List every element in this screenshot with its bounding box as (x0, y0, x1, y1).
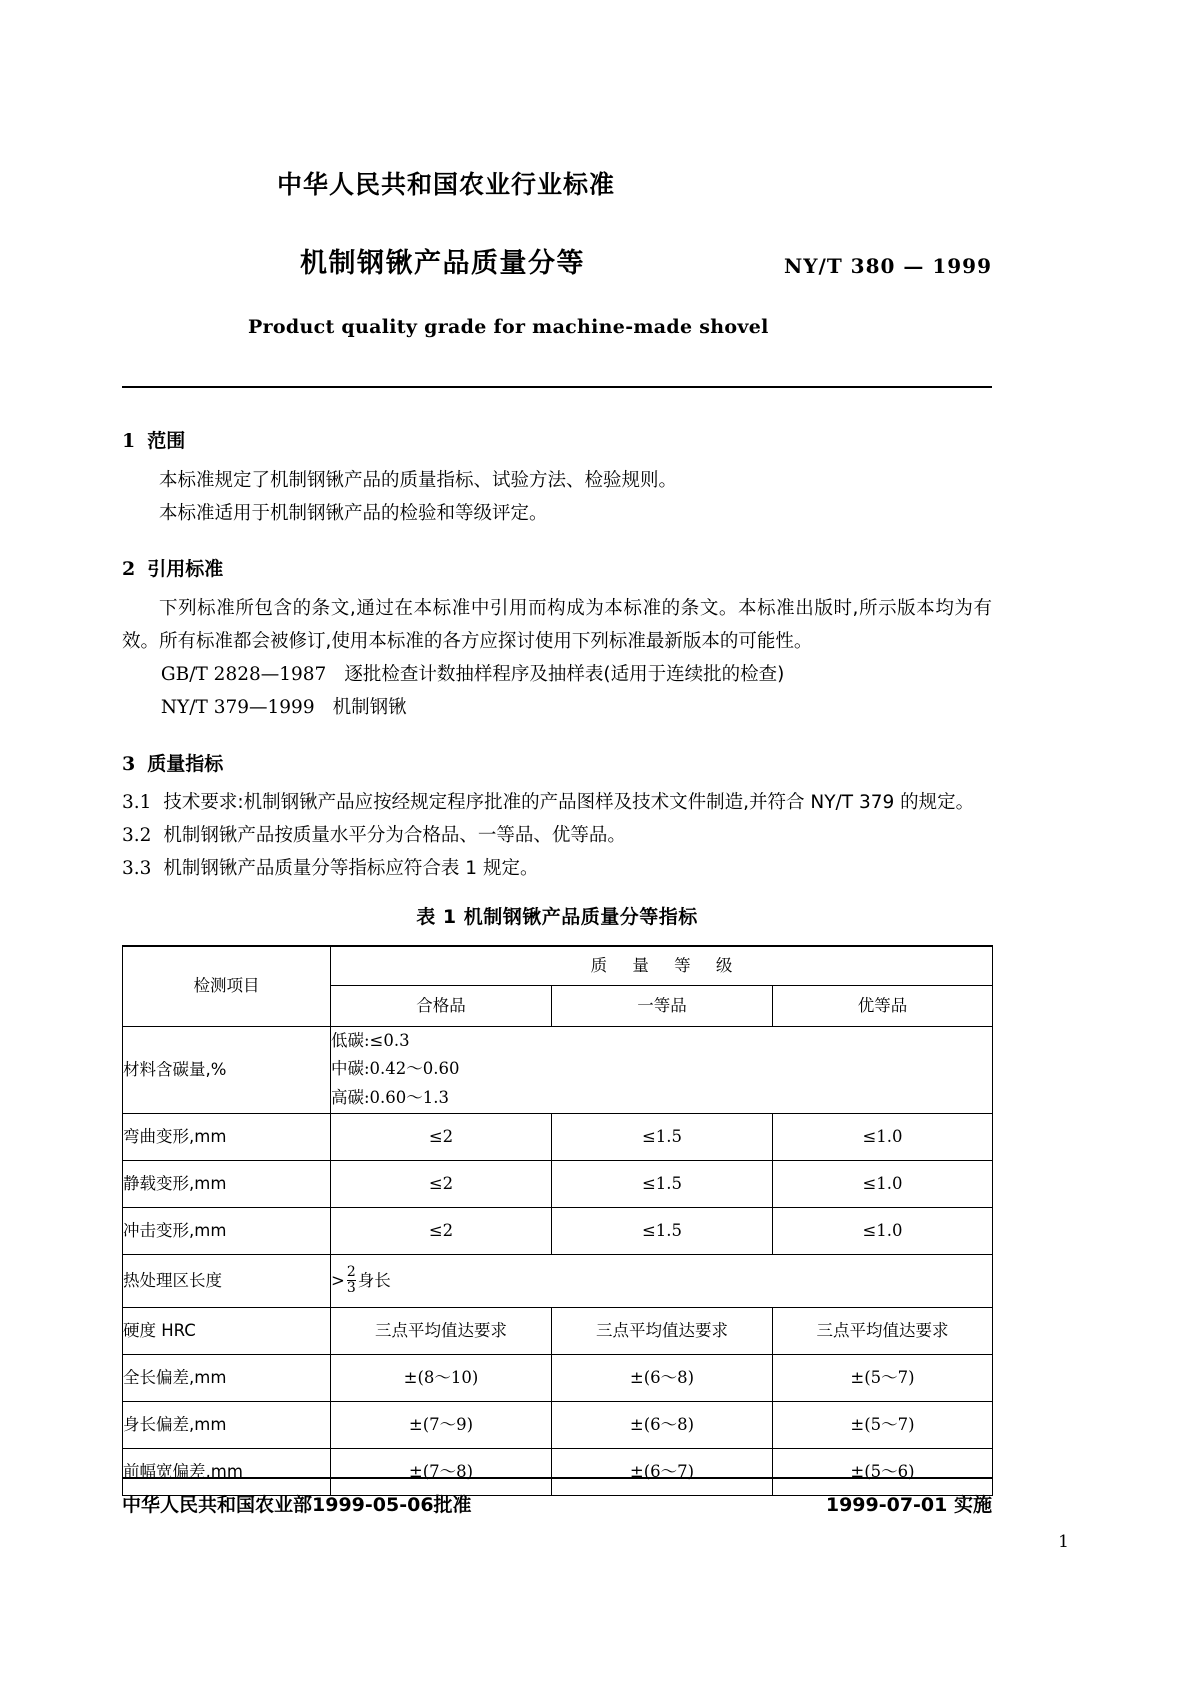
table-row (123, 1308, 993, 1355)
section-heading-2 (122, 552, 992, 587)
row-1-value-first: ≤1.5 (552, 1114, 773, 1161)
clause-3-3-text: 机制钢锹产品质量分等指标应符合表 1 规定。 (163, 858, 539, 880)
table-row (123, 1255, 993, 1308)
row-5-value-superior: 三点平均值达要求 (773, 1308, 993, 1355)
section-3-number: 3 (122, 752, 136, 775)
row-value-heat-treatment-zone-length (331, 1255, 993, 1308)
section-1-number: 1 (122, 430, 136, 452)
header-grade-superior: 优等品 (773, 985, 993, 1026)
reference-standard-1 (161, 692, 992, 725)
section-1-paragraph-1: 本标准规定了机制钢锹产品的质量指标、试验方法、检验规则。 (159, 469, 678, 491)
document-title-en: Product quality grade for machine-made shovel (248, 316, 769, 338)
clause-3-3-number: 3.3 (122, 858, 152, 880)
row-5-value-qualified: 三点平均值达要求 (331, 1308, 552, 1355)
carbon-low: 低碳:≤0.3 (331, 1030, 410, 1050)
table-row (123, 1355, 993, 1402)
fraction-denominator: 3 (346, 1279, 356, 1296)
page-content (122, 0, 992, 1496)
row-label-impact-deformation: 冲击变形,mm (123, 1208, 331, 1255)
header-inspection-item: 检测项目 (123, 946, 331, 1027)
table-row (123, 1114, 993, 1161)
row-6-value-qualified: ±(8～10) (331, 1355, 552, 1402)
header-grade-qualified: 合格品 (331, 985, 552, 1026)
masthead (122, 0, 992, 388)
row-value-carbon-content (331, 1026, 993, 1114)
clause-3-2-text: 机制钢锹产品按质量水平分为合格品、一等品、优等品。 (163, 825, 626, 847)
row-label-front-width-tolerance: 前幅宽偏差,mm (123, 1449, 331, 1496)
section-heading-3 (122, 747, 992, 782)
fraction-two-thirds (347, 1265, 356, 1295)
table-body (123, 1026, 993, 1496)
row-8-value-superior: ±(5～6) (773, 1449, 993, 1496)
row-3-value-qualified: ≤2 (331, 1208, 552, 1255)
row-7-value-first: ±(6～8) (552, 1402, 773, 1449)
header-divider (122, 386, 992, 388)
table-row (123, 1161, 993, 1208)
section-2-number: 2 (122, 558, 136, 581)
row-8-value-qualified: ±(7～8) (331, 1449, 552, 1496)
title-row (122, 241, 992, 280)
row-3-value-first: ≤1.5 (552, 1208, 773, 1255)
row-label-static-load-deformation: 静载变形,mm (123, 1161, 331, 1208)
issuing-organization: 中华人民共和国农业行业标准 (277, 170, 616, 199)
section-heading-1 (122, 424, 992, 459)
section-2-title: 引用标准 (147, 558, 224, 581)
reference-title-0: 逐批检查计数抽样程序及抽样表(适用于连续批的检查) (344, 663, 785, 685)
quality-grade-table (122, 945, 993, 1497)
page-number: 1 (1058, 1532, 1069, 1552)
row-8-value-first: ±(6～7) (552, 1449, 773, 1496)
header-grade-first: 一等品 (552, 985, 773, 1026)
clause-3-1-text: 技术要求:机制钢锹产品应按经规定程序批准的产品图样及技术文件制造,并符合 NY/T 379 的规定。 (163, 792, 975, 814)
row-1-value-superior: ≤1.0 (773, 1114, 993, 1161)
table-row (123, 1449, 993, 1496)
table-header-row-group (123, 946, 993, 986)
clause-3-1 (122, 787, 992, 820)
approval-statement: 中华人民共和国农业部1999-05-06批准 (122, 1494, 472, 1516)
section-3-title: 质量指标 (147, 752, 224, 775)
fraction-prefix: > (331, 1270, 345, 1290)
row-2-value-first: ≤1.5 (552, 1161, 773, 1208)
reference-code-0: GB/T 2828—1987 (160, 663, 327, 685)
clause-3-2 (122, 820, 992, 853)
carbon-medium: 中碳:0.42～0.60 (331, 1059, 460, 1079)
reference-title-1: 机制钢锹 (332, 696, 407, 718)
row-7-value-qualified: ±(7～9) (331, 1402, 552, 1449)
row-label-body-length-tolerance: 身长偏差,mm (123, 1402, 331, 1449)
section-1-paragraph-2: 本标准适用于机制钢锹产品的检验和等级评定。 (159, 502, 548, 524)
table-row (123, 1026, 993, 1114)
table-row (123, 1208, 993, 1255)
row-2-value-qualified: ≤2 (331, 1161, 552, 1208)
clause-3-1-number: 3.1 (122, 792, 152, 814)
reference-standard-0 (161, 659, 992, 692)
row-1-value-qualified: ≤2 (331, 1114, 552, 1161)
row-5-value-first: 三点平均值达要求 (552, 1308, 773, 1355)
clause-3-2-number: 3.2 (122, 825, 152, 847)
implementation-date: 1999-07-01 实施 (825, 1494, 992, 1516)
reference-code-1: NY/T 379—1999 (160, 696, 315, 718)
section-2-paragraph-1: 下列标准所包含的条文,通过在本标准中引用而构成为本标准的条文。本标准出版时,所示版本均为有效。所有标准都会被修订,使用本标准的各方应探讨使用下列标准最新版本的可能性。 (122, 598, 992, 652)
row-label-total-length-tolerance: 全长偏差,mm (123, 1355, 331, 1402)
document-body (122, 424, 992, 1496)
fraction-suffix: 身长 (357, 1270, 391, 1290)
table-caption: 表 1 机制钢锹产品质量分等指标 (416, 906, 698, 929)
standard-number: NY/T 380 — 1999 (783, 254, 992, 278)
row-2-value-superior: ≤1.0 (773, 1161, 993, 1208)
row-label-bending-deformation: 弯曲变形,mm (123, 1114, 331, 1161)
fraction-numerator: 2 (346, 1264, 356, 1281)
page-footer (122, 1490, 992, 1517)
row-6-value-first: ±(6～8) (552, 1355, 773, 1402)
row-7-value-superior: ±(5～7) (773, 1402, 993, 1449)
row-label-carbon-content: 材料含碳量,% (123, 1026, 331, 1114)
row-6-value-superior: ±(5～7) (773, 1355, 993, 1402)
table-row (123, 1402, 993, 1449)
header-quality-grade: 质 量 等 级 (331, 946, 993, 986)
row-3-value-superior: ≤1.0 (773, 1208, 993, 1255)
carbon-high: 高碳:0.60～1.3 (331, 1088, 450, 1108)
clause-3-3 (122, 853, 992, 886)
section-1-title: 范围 (147, 430, 186, 452)
row-label-heat-treatment-zone-length: 热处理区长度 (123, 1255, 331, 1308)
table-head (123, 946, 993, 1027)
row-label-hardness-hrc: 硬度 HRC (123, 1308, 331, 1355)
document-title-cn: 机制钢锹产品质量分等 (300, 248, 585, 279)
footer-divider (122, 1477, 992, 1479)
